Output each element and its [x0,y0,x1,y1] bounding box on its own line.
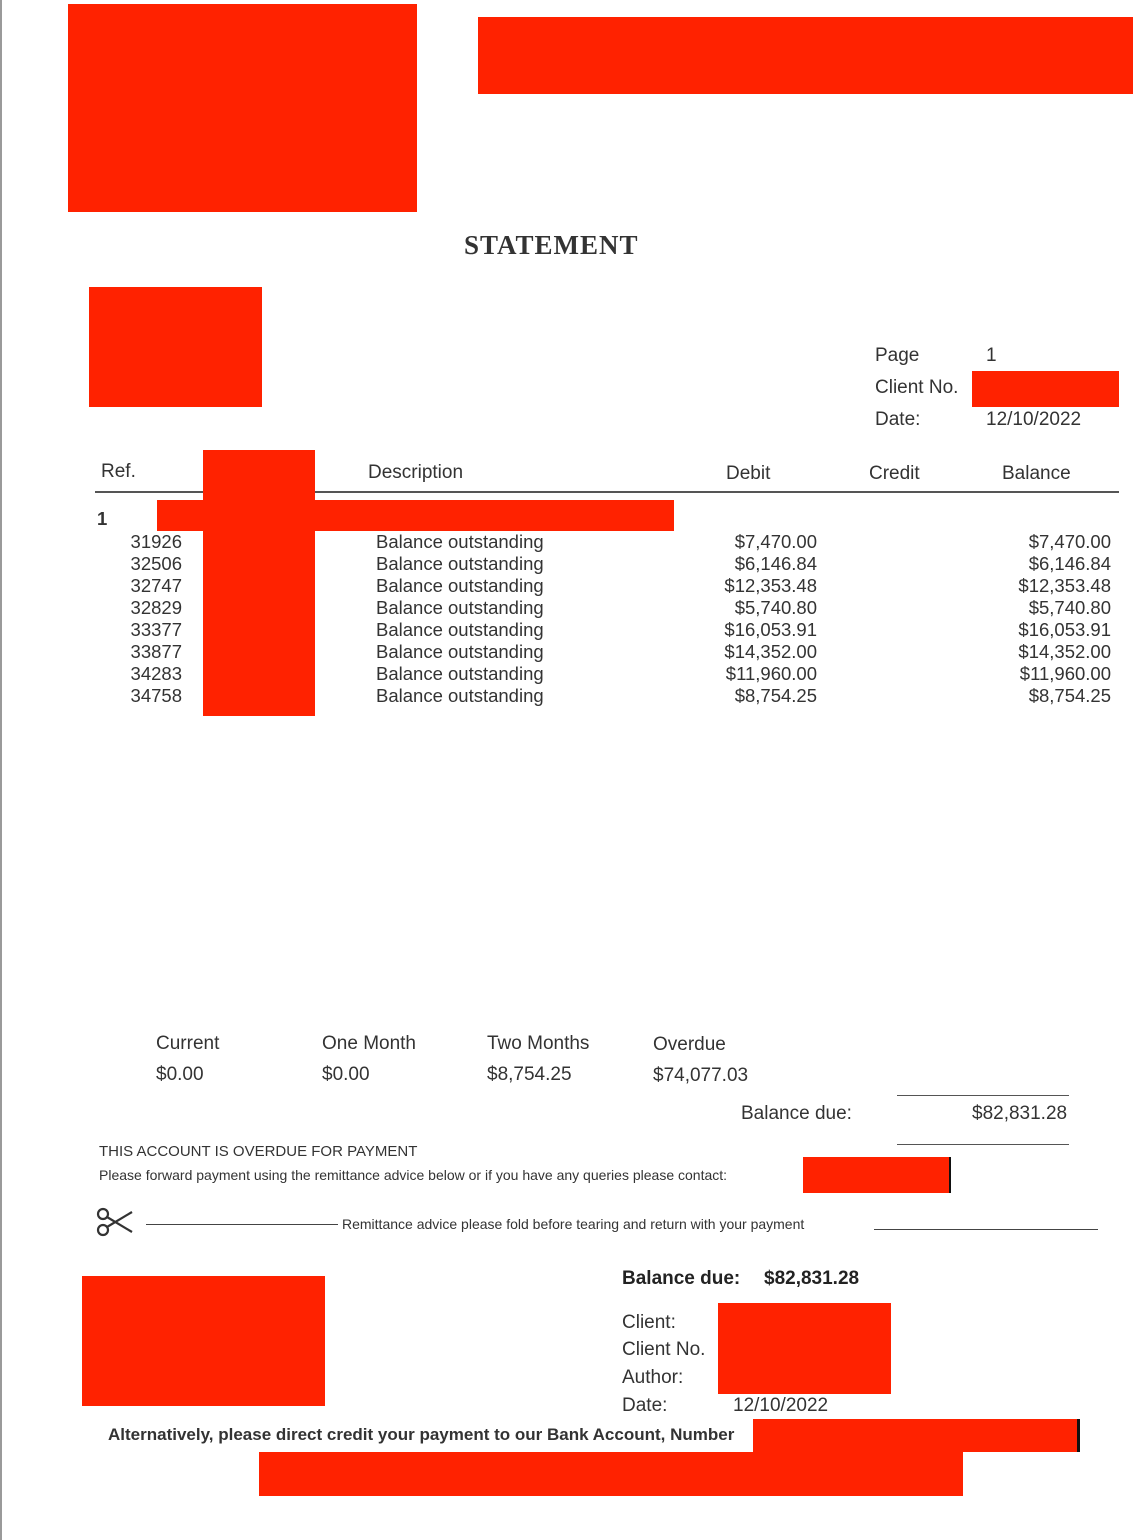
balance-cell: $6,146.84 [1028,553,1111,574]
remit-date-value: 12/10/2022 [733,1395,829,1416]
debit-column [690,531,817,707]
debit-cell: $5,740.80 [734,597,817,618]
balance-due-value: $82,831.28 [972,1103,1068,1124]
aging-two-months-value: $8,754.25 [487,1064,572,1085]
redacted-column [203,450,315,716]
balance-due-label: Balance due: [741,1103,852,1124]
ref-cell: 32506 [130,553,182,574]
group-number: 1 [97,508,108,529]
cut-line-right [874,1229,1098,1230]
ref-cell: 34283 [130,663,182,684]
description-column [376,531,544,707]
redacted-bank-number [753,1419,1080,1452]
aging-overdue-value: $74,077.03 [653,1065,749,1086]
remit-balance-due-label: Balance due: [622,1268,741,1289]
aging-one-month-label: One Month [322,1033,416,1054]
description-cell: Balance outstanding [376,531,544,552]
aging-two-months-label: Two Months [487,1033,590,1054]
ref-cell: 33377 [130,619,182,640]
balance-cell: $8,754.25 [1028,685,1111,706]
aging-current-label: Current [156,1033,220,1054]
balance-cell: $5,740.80 [1028,597,1111,618]
description-cell: Balance outstanding [376,575,544,596]
remit-author-label: Author: [622,1367,684,1388]
balance-column [980,531,1111,707]
redacted-recipient-address [89,287,262,407]
debit-cell: $14,352.00 [724,641,817,662]
credit-header: Credit [869,463,920,484]
balance-cell: $12,353.48 [1018,575,1111,596]
cut-line-left [146,1224,338,1225]
balance-cell: $14,352.00 [1018,641,1111,662]
debit-cell: $6,146.84 [734,553,817,574]
date-value: 12/10/2022 [986,409,1082,430]
description-cell: Balance outstanding [376,663,544,684]
redacted-logo [68,4,417,212]
scissors-icon [96,1206,136,1243]
ref-cell: 32747 [130,575,182,596]
redacted-remit-client-details [718,1303,891,1394]
description-cell: Balance outstanding [376,619,544,640]
debit-cell: $16,053.91 [724,619,817,640]
redacted-company-name [478,17,1133,94]
balance-due-top-rule [897,1095,1069,1096]
redacted-contact [803,1157,951,1193]
description-cell: Balance outstanding [376,685,544,706]
payment-instructions: Please forward payment using the remittance advice below or if you have any queries please contact: [99,1167,728,1183]
aging-overdue-label: Overdue [653,1034,726,1055]
overdue-notice: THIS ACCOUNT IS OVERDUE FOR PAYMENT [99,1143,418,1160]
debit-cell: $12,353.48 [724,575,817,596]
balance-cell: $7,470.00 [1028,531,1111,552]
balance-header: Balance [1002,463,1071,484]
ref-cell: 31926 [130,531,182,552]
balance-cell: $11,960.00 [1019,663,1111,684]
debit-header: Debit [726,463,771,484]
description-cell: Balance outstanding [376,597,544,618]
remit-client-no-label: Client No. [622,1339,706,1360]
debit-cell: $7,470.00 [734,531,817,552]
ref-cell: 33877 [130,641,182,662]
debit-cell: $11,960.00 [725,663,817,684]
aging-one-month-value: $0.00 [322,1064,370,1085]
page-edge [0,0,2,1540]
ref-column [120,531,182,707]
ref-cell: 32829 [130,597,182,618]
description-cell: Balance outstanding [376,641,544,662]
cut-line-text: Remittance advice please fold before tearing and return with your payment [342,1216,805,1232]
ref-header: Ref. [101,461,136,482]
document-title: STATEMENT [464,230,639,260]
remit-balance-due-value: $82,831.28 [764,1268,860,1289]
description-header: Description [368,462,464,483]
client-no-label: Client No. [875,377,959,398]
balance-due-bottom-rule [897,1144,1069,1145]
description-cell: Balance outstanding [376,553,544,574]
bank-transfer-text: Alternatively, please direct credit your payment to our Bank Account, Number [108,1425,735,1444]
redacted-remit-address [82,1276,325,1406]
remit-date-label: Date: [622,1395,668,1416]
page-value: 1 [986,345,997,366]
ref-cell: 34758 [130,685,182,706]
date-label: Date: [875,409,921,430]
remit-client-label: Client: [622,1312,676,1333]
debit-cell: $8,754.25 [734,685,817,706]
page-label: Page [875,345,920,366]
aging-current-value: $0.00 [156,1064,204,1085]
redacted-client-no [972,371,1119,407]
balance-cell: $16,053.91 [1018,619,1111,640]
redacted-bank-details [259,1452,963,1496]
